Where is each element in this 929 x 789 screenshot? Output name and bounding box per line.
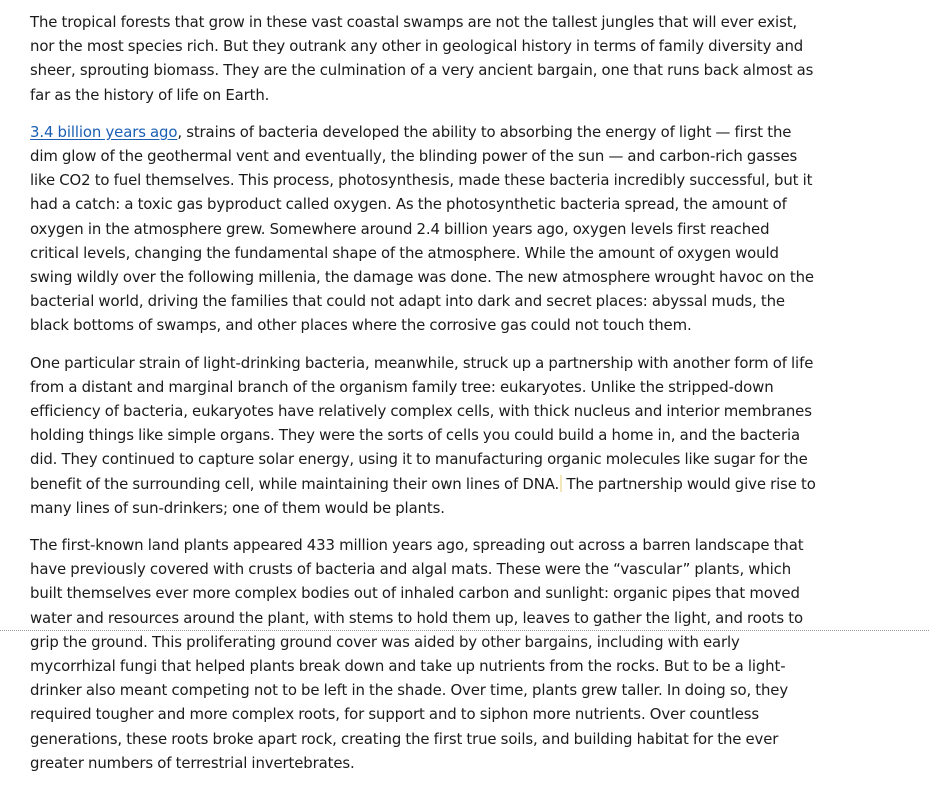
- paragraph-1: [30, 10, 816, 107]
- paragraph-1-text: The tropical forests that grow in these vast coastal swamps are not the tallest jungles that will ever exist, nor the most species rich. But they outrank any other in geological history in terms of family diversity and sheer, sprouting biomass. They are the culmination of a very ancient bargain, one that runs back almost as far as the history of life on Earth.: [30, 13, 814, 104]
- paragraph-3-text: One particular strain of light-drinking bacteria, meanwhile, struck up a partnership with another form of life from a distant and marginal branch of the organism family tree: eukaryotes. Unlike the stripped-down efficiency of bacteria, eukaryotes have relatively complex cells, with thick nucleus and interior membranes holding things like simple organs. They were the sorts of cells you could build a home in, and the bacteria did. They continued to capture solar energy, using it to manufacturing organic molecules like sugar for the benefit of the surrounding cell, while maintaining their own lines of DNA.: [30, 353, 814, 493]
- page-break-line: [0, 630, 929, 631]
- document-body[interactable]: [30, 10, 816, 788]
- paragraph-2-text: , strains of bacteria developed the ability to absorbing the energy of light — first the dim glow of the geothermal vent and eventually, the blinding power of the sun — and carbon-rich gasses like CO2 to fuel themselves. This process, photosynthesis, made these bacteria incredibly successful, but it had a catch: a toxic gas byproduct called oxygen. As the photosynthetic bacteria spread, the amount of oxygen in the atmosphere grew. Somewhere around 2.4 billion years ago, oxygen levels first reached critical levels, changing the fundamental shape of the atmosphere. While the amount of oxygen would swing wildly over the following millenia, the damage was done. The new atmosphere wrought havoc on the bacterial world, driving the families that could not adapt into dark and secret places: abyssal muds, the black bottoms of swamps, and other places where the corrosive gas could not touch them.: [30, 122, 814, 335]
- paragraph-4: [30, 533, 816, 775]
- citation-link[interactable]: 3.4 billion years ago: [30, 122, 178, 141]
- paragraph-2: [30, 120, 816, 338]
- paragraph-4-text: The first-known land plants appeared 433 million years ago, spreading out across a barren landscape that have previously covered with crusts of bacteria and algal mats. These were the “vascular” plants, which built themselves ever more complex bodies out of inhaled carbon and sunlight: organic pipes that moved water and resources around the plant, with stems to hold them up, leaves to gather the light, and roots to grip the ground. This proliferating ground cover was aided by other bargains, including with early mycorrhizal fungi that helped plants break down and take up nutrients from the rocks. But to be a light-drinker also meant competing not to be left in the shade. Over time, plants grew taller. In doing so, they required tougher and more complex roots, for support and to siphon more nutrients. Over countless generations, these roots broke apart rock, creating the first true soils, and building habitat for the ever greater numbers of terrestrial invertebrates.: [30, 536, 804, 772]
- paragraph-3: [30, 351, 816, 520]
- paragraph-3-text-end: The partnership would give rise to many lines of sun-drinkers; one of them would be plants.: [30, 474, 816, 517]
